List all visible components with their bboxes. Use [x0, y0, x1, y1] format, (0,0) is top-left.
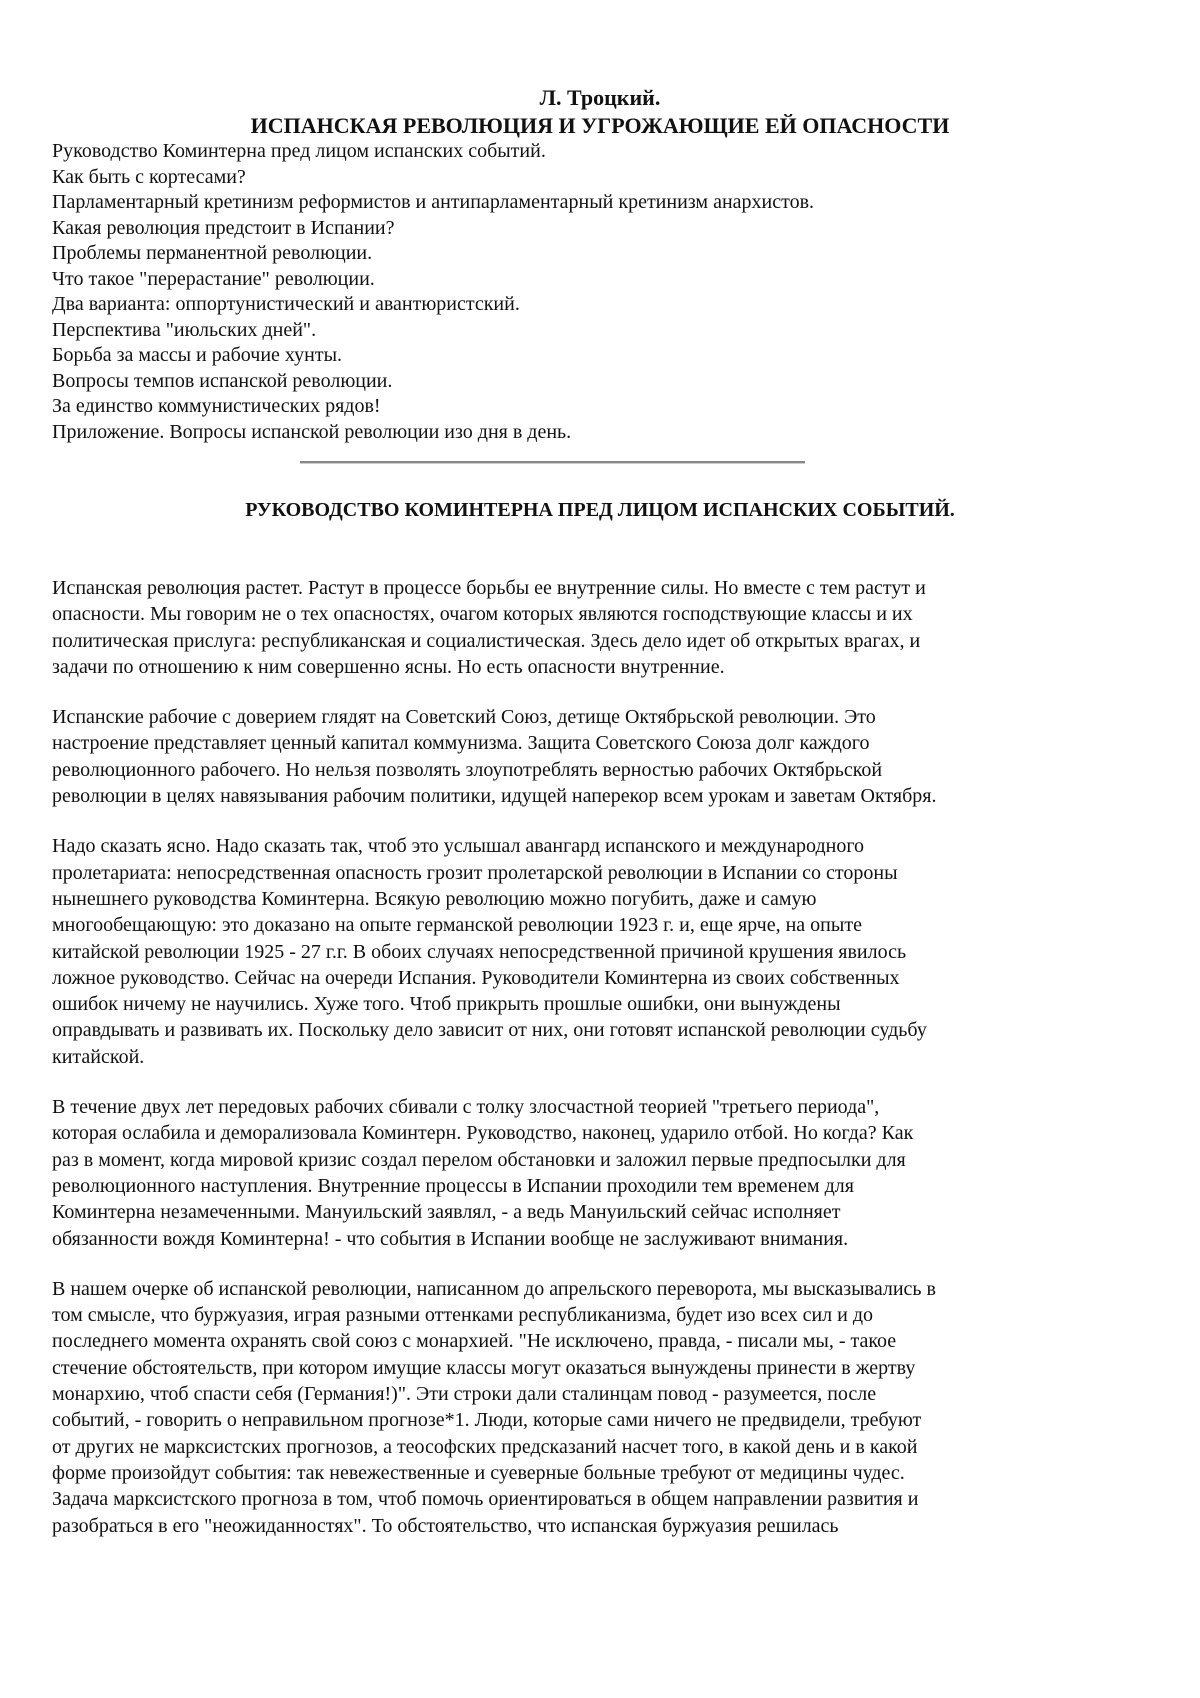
- paragraph-line: обязанности вождя Коминтерна! - что события в Испании вообще не заслуживают внимания.: [52, 1226, 936, 1252]
- paragraph-line: от других не марксистских прогнозов, а теософских предсказаний насчет того, в какой день и в какой: [52, 1434, 936, 1460]
- author-line: Л. Троцкий.: [0, 84, 1200, 112]
- paragraph-line: китайской.: [52, 1044, 936, 1070]
- paragraph-line: разобраться в его "неожиданностях". То обстоятельство, что испанская буржуазия решилась: [52, 1513, 936, 1539]
- paragraph-line: Задача марксистского прогноза в том, чтоб помочь ориентироваться в общем направлении развития и: [52, 1486, 936, 1512]
- horizontal-divider: [300, 461, 805, 464]
- toc-item: Что такое "перерастание" революции.: [52, 267, 814, 293]
- paragraph-line: настроение представляет ценный капитал коммунизма. Защита Советского Союза долг каждого: [52, 730, 936, 756]
- paragraph-line: политическая прислуга: республиканская и социалистическая. Здесь дело идет об открытых врагах, и: [52, 628, 936, 654]
- paragraph-line: форме произойдут события: так невежественные и суеверные больные требуют от медицины чудес.: [52, 1460, 936, 1486]
- toc-item: Борьба за массы и рабочие хунты.: [52, 343, 814, 369]
- paragraph-line: революционного рабочего. Но нельзя позволять злоупотреблять верностью рабочих Октябрьской: [52, 757, 936, 783]
- paragraph-line: последнего момента охранять свой союз с монархией. "Не исключено, правда, - писали мы, - такое: [52, 1328, 936, 1354]
- paragraph-line: которая ослабила и деморализовала Коминтерн. Руководство, наконец, ударило отбой. Но когда? Как: [52, 1120, 936, 1146]
- toc-item: Как быть с кортесами?: [52, 165, 814, 191]
- paragraph-line: стечение обстоятельств, при котором имущие классы могут оказаться вынуждены принести в жертву: [52, 1355, 936, 1381]
- paragraph-line: Коминтерна незамеченными. Мануильский заявлял, - а ведь Мануильский сейчас исполняет: [52, 1199, 936, 1225]
- paragraph-line: нынешнего руководства Коминтерна. Всякую революцию можно погубить, даже и самую: [52, 886, 936, 912]
- document-title: ИСПАНСКАЯ РЕВОЛЮЦИЯ И УГРОЖАЮЩИЕ ЕЙ ОПАСНОСТИ: [0, 112, 1200, 140]
- paragraph-line: задачи по отношению к ним совершенно ясны. Но есть опасности внутренние.: [52, 654, 936, 680]
- paragraph-line: событий, - говорить о неправильном прогнозе*1. Люди, которые сами ничего не предвидели, требуют: [52, 1407, 936, 1433]
- paragraph-line: раз в момент, когда мировой кризис создал перелом обстановки и заложил первые предпосылки для: [52, 1147, 936, 1173]
- paragraph: [52, 575, 936, 680]
- paragraph: [52, 833, 936, 1070]
- paragraph-line: Испанские рабочие с доверием глядят на Советский Союз, детище Октябрьской революции. Это: [52, 704, 936, 730]
- toc-item: Приложение. Вопросы испанской революции изо дня в день.: [52, 420, 814, 446]
- paragraph: [52, 704, 936, 809]
- toc-item: Проблемы перманентной революции.: [52, 241, 814, 267]
- table-of-contents: [52, 139, 814, 445]
- paragraph-line: ошибок ничему не научились. Хуже того. Чтоб прикрыть прошлые ошибки, они вынуждены: [52, 991, 936, 1017]
- paragraph-line: ложное руководство. Сейчас на очереди Испания. Руководители Коминтерна из своих собственных: [52, 965, 936, 991]
- paragraph-line: китайской революции 1925 - 27 г.г. В обоих случаях непосредственной причиной крушения явилось: [52, 939, 936, 965]
- paragraph-line: оправдывать и развивать их. Поскольку дело зависит от них, они готовят испанской революции судьбу: [52, 1017, 936, 1043]
- paragraph-line: Надо сказать ясно. Надо сказать так, чтоб это услышал авангард испанского и международного: [52, 833, 936, 859]
- paragraph-line: пролетариата: непосредственная опасность грозит пролетарской революции в Испании со стороны: [52, 860, 936, 886]
- paragraph-line: революционного наступления. Внутренние процессы в Испании проходили тем временем для: [52, 1173, 936, 1199]
- toc-item: Два варианта: оппортунистический и авантюристский.: [52, 292, 814, 318]
- paragraph: [52, 1276, 936, 1539]
- paragraph-line: том смысле, что буржуазия, играя разными оттенками республиканизма, будет изо всех сил и до: [52, 1302, 936, 1328]
- paragraph-line: опасности. Мы говорим не о тех опасностях, очагом которых являются господствующие классы и их: [52, 601, 936, 627]
- toc-item: Какая революция предстоит в Испании?: [52, 216, 814, 242]
- section-body: [52, 575, 936, 1563]
- paragraph-line: Испанская революция растет. Растут в процессе борьбы ее внутренние силы. Но вместе с тем растут и: [52, 575, 936, 601]
- toc-item: Руководство Коминтерна пред лицом испанских событий.: [52, 139, 814, 165]
- paragraph-line: В нашем очерке об испанской революции, написанном до апрельского переворота, мы высказывались в: [52, 1276, 936, 1302]
- paragraph-line: революции в целях навязывания рабочим политики, идущей наперекор всем урокам и заветам Октября.: [52, 783, 936, 809]
- paragraph: [52, 1094, 936, 1252]
- paragraph-line: В течение двух лет передовых рабочих сбивали с толку злосчастной теорией "третьего периода",: [52, 1094, 936, 1120]
- toc-item: Перспектива "июльских дней".: [52, 318, 814, 344]
- paragraph-line: монархию, чтоб спасти себя (Германия!)". Эти строки дали сталинцам повод - разумеется, после: [52, 1381, 936, 1407]
- toc-item: Парламентарный кретинизм реформистов и антипарламентарный кретинизм анархистов.: [52, 190, 814, 216]
- section-heading: РУКОВОДСТВО КОМИНТЕРНА ПРЕД ЛИЦОМ ИСПАНСКИХ СОБЫТИЙ.: [0, 496, 1200, 524]
- paragraph-line: многообещающую: это доказано на опыте германской революции 1923 г. и, еще ярче, на опыте: [52, 912, 936, 938]
- toc-item: Вопросы темпов испанской революции.: [52, 369, 814, 395]
- toc-item: За единство коммунистических рядов!: [52, 394, 814, 420]
